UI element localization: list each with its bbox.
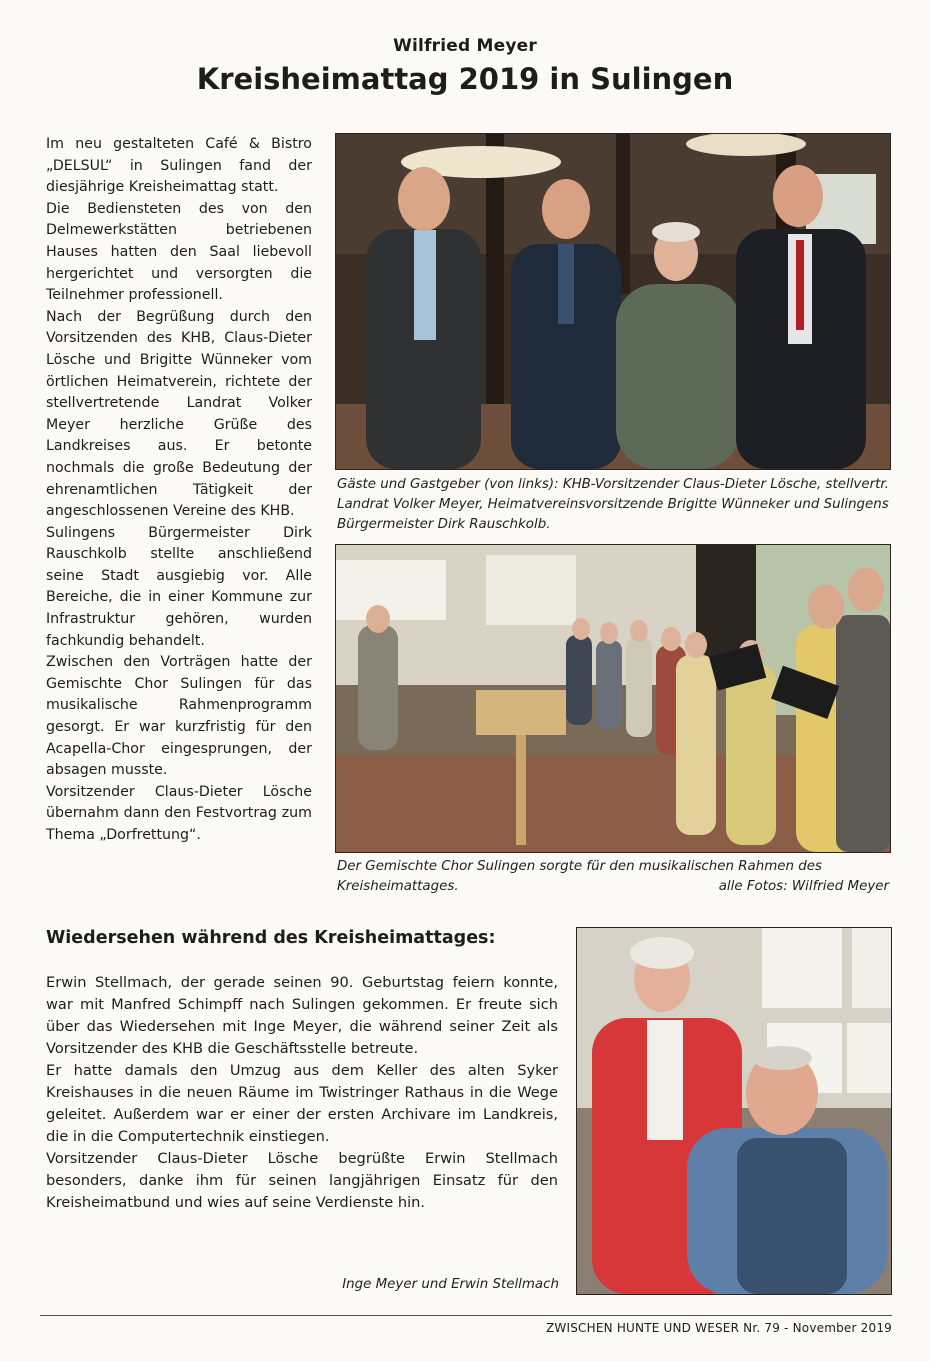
section-paragraph: Erwin Stellmach, der gerade seinen 90. Geburtstag feiern konnte, war mit Manfred Schimpff nach Sulingen gekommen. Er freute sich über das Wiedersehen mit Inge Meyer, die während seiner Zeit als Vorsitzender des KHB die Geschäftsstelle betreute.: [46, 974, 558, 1057]
page-footer: ZWISCHEN HUNTE UND WESER Nr. 79 - November 2019: [546, 1321, 892, 1335]
section-paragraph: Er hatte damals den Umzug aus dem Keller des alten Syker Kreishauses in die neuen Räume im Twistringer Rathaus in die Wege geleitet. Außerdem war er einer der ersten Archivare im Landkreis, die in die Computertechnik einstiegen.: [46, 1062, 558, 1145]
article-paragraph: Zwischen den Vorträgen hatte der Gemischte Chor Sulingen für das musikalische Rahmenprogramm gesorgt. Er war kurzfristig für den Acapella-Chor eingesprungen, der absagen musste.: [46, 654, 312, 779]
footer-rule: [40, 1315, 892, 1316]
article-body: [46, 134, 312, 847]
article-title: Kreisheimattag 2019 in Sulingen: [196, 62, 734, 96]
section-body: [46, 972, 558, 1214]
photo-choir: [335, 544, 891, 853]
caption-text: Der Gemischte Chor Sulingen sorgte für den musikalischen Rahmen des Kreisheimattages.: [337, 859, 822, 894]
photo-credit: alle Fotos: Wilfried Meyer: [718, 879, 889, 894]
article-author: Wilfried Meyer: [393, 36, 537, 56]
article-paragraph: Die Bediensteten des von den Delmewerkstätten betriebenen Hauses hatten den Saal liebevoll hergerichtet und versorgten die Teilnehmer professionell.: [46, 200, 312, 304]
section-heading: Wiedersehen während des Kreisheimattages:: [46, 928, 496, 948]
article-paragraph: Nach der Begrüßung durch den Vorsitzenden des KHB, Claus-Dieter Lösche und Brigitte Wünneker vom örtlichen Heimatverein, richtete der stellvertretende Landrat Volker Meyer herzliche Grüße des Landkreises aus. Er betonte nochmals die große Bedeutung der ehrenamtlichen Tätigkeit der angeschlossenen Vereine des KHB.: [46, 308, 312, 520]
photo-reunion: [576, 927, 892, 1295]
caption-photo-reunion: Inge Meyer und Erwin Stellmach: [342, 1277, 559, 1292]
article-paragraph: Vorsitzender Claus-Dieter Lösche übernahm dann den Festvortrag zum Thema „Dorfrettung“.: [46, 783, 312, 843]
article-paragraph: Sulingens Bürgermeister Dirk Rauschkolb stellte anschließend seine Stadt ausgiebig vor. Alle Bereiche, die in einer Kommune zur Infrastruktur gehören, wurden fachkundig behandelt.: [46, 524, 312, 649]
article-paragraph: Im neu gestalteten Café & Bistro „DELSUL“ in Sulingen fand der diesjährige Kreisheimattag statt.: [46, 136, 312, 196]
caption-photo-guests: Gäste und Gastgeber (von links): KHB-Vorsitzender Claus-Dieter Lösche, stellvertr. Landrat Volker Meyer, Heimatvereinsvorsitzende Brigitte Wünneker und Sulingens Bürgermeister Dirk Rauschkolb.: [337, 477, 889, 532]
section-paragraph: Vorsitzender Claus-Dieter Lösche begrüßte Erwin Stellmach besonders, danke ihm für seinen langjährigen Einsatz für den Kreisheimatbund und wies auf seine Verdienste hin.: [46, 1150, 558, 1211]
photo-group-guests: [335, 133, 891, 470]
caption-photo-choir: [337, 857, 889, 897]
